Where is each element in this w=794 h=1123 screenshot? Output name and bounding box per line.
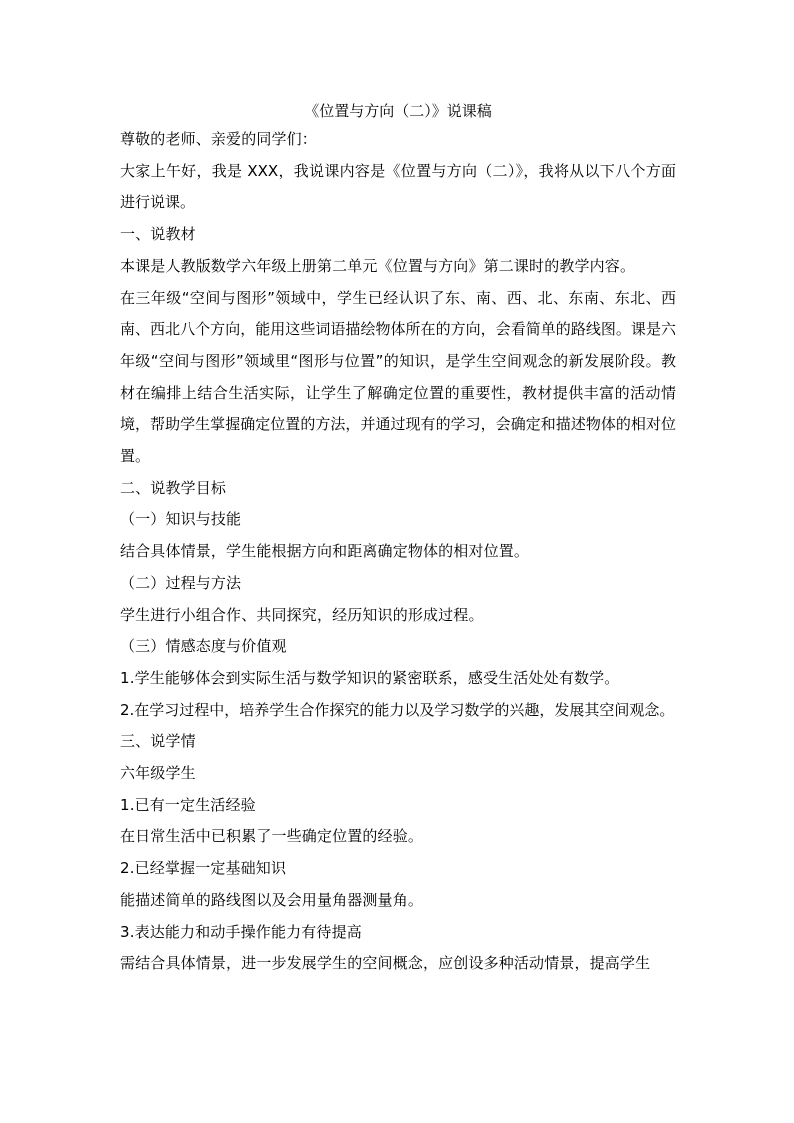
subheading-attitude-values: （三）情感态度与价值观 [120,637,287,656]
learners-item-2-text: 能描述简单的路线图以及会用量角器测量角。 [120,890,424,909]
attitude-item-1: 1.学生能够体会到实际生活与数学知识的紧密联系，感受生活处处有数学。 [120,668,620,687]
learners-item-2-heading: 2.已经掌握一定基础知识 [120,859,287,878]
section-heading-objectives: 二、说教学目标 [120,478,227,497]
learners-item-1-text: 在日常生活中已积累了一些确定位置的经验。 [120,827,424,846]
learners-item-3-heading: 3.表达能力和动手操作能力有待提高 [120,922,362,941]
greeting-line: 尊敬的老师、亲爱的同学们： [120,130,317,148]
section-heading-learners: 三、说学情 [120,732,196,751]
document-title: 《位置与方向（二）》说课稿 [304,102,492,120]
learners-item-3-text: 需结合具体情景，进一步发展学生的空间概念，应创设多种活动情景，提高学生 [120,954,651,973]
process-methods-text: 学生进行小组合作、共同探究，经历知识的形成过程。 [120,605,484,624]
textbook-detail-paragraph: 在三年级“空间与图形”领域中，学生已经认识了东、南、西、北、东南、东北、西南、西北八个方向，能用这些词语描绘物体所在的方向，会看简单的路线图。课是六年级“空间与图形”领域里“图形与位置”的知识，是学生空间观念的新发展阶段。教材在编排上结合生活实际，让学生了解确定位置的重要性，教材提供丰富的活动情境，帮助学生掌握确定位置的方法，并通过现有的学习，会确定和描述物体的相对位置。 [120,288,676,466]
learners-grade: 六年级学生 [120,764,196,783]
intro-paragraph: 大家上午好，我是 XXX，我说课内容是《位置与方向（二）》，我将从以下八个方面进行说课。 [120,161,676,212]
subheading-knowledge-skills: （一）知识与技能 [120,510,242,529]
learners-item-1-heading: 1.已有一定生活经验 [120,795,256,814]
textbook-paragraph: 本课是人教版数学六年级上册第二单元《位置与方向》第二课时的教学内容。 [120,256,636,275]
subheading-process-methods: （二）过程与方法 [120,573,242,592]
section-heading-textbook: 一、说教材 [120,225,196,244]
knowledge-skills-text: 结合具体情景，学生能根据方向和距离确定物体的相对位置。 [120,542,530,561]
document-body [120,98,676,980]
attitude-item-2: 2.在学习过程中，培养学生合作探究的能力以及学习数学的兴趣，发展其空间观念。 [120,700,675,719]
